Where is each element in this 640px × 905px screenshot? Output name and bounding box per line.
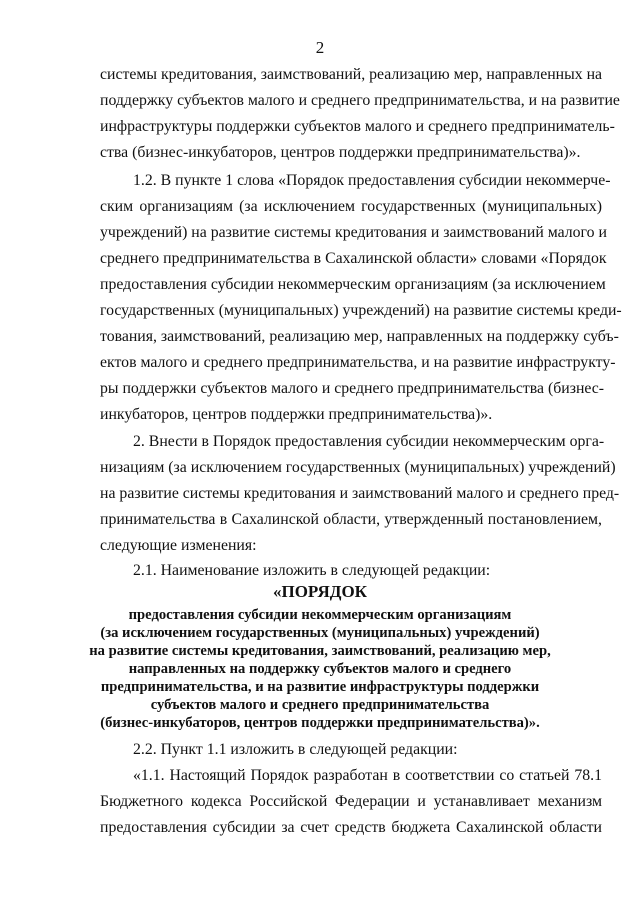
text-line: инкубаторов, центров поддержки предпринимательства)».: [100, 406, 493, 423]
title-line: (бизнес-инкубаторов, центров поддержки предпринимательства)».: [100, 715, 540, 731]
text-line: поддержку субъектов малого и среднего предпринимательства, и на развитие: [100, 92, 620, 109]
text-line: «1.1. Настоящий Порядок разработан в соответствии со статьей 78.1: [133, 767, 602, 784]
text-line: принимательства в Сахалинской области, утвержденный постановлением,: [100, 511, 602, 528]
paragraph-2-2: 2.2. Пункт 1.1 изложить в следующей редакции:: [133, 741, 458, 758]
title-line: предпринимательства, и на развитие инфраструктуры поддержки: [100, 679, 540, 695]
title-line: на развитие системы кредитования, заимствований, реализацию мер,: [89, 643, 551, 659]
text-line: ским организациям (за исключением государственных (муниципальных): [100, 198, 602, 215]
text-line: 1.2. В пункте 1 слова «Порядок предоставления субсидии некоммерче-: [133, 172, 611, 189]
title-line: направленных на поддержку субъектов малого и среднего: [128, 661, 512, 677]
page-number: 2: [315, 38, 325, 57]
text-line: учреждений) на развитие системы кредитования и заимствований малого и: [100, 224, 607, 241]
text-line: предоставления субсидии некоммерческим организациям (за исключением: [100, 276, 606, 293]
text-line: предоставления субсидии за счет средств бюджета Сахалинской области: [100, 819, 602, 836]
text-line: ства (бизнес-инкубаторов, центров поддержки предпринимательства)».: [100, 144, 581, 161]
title-heading: «ПОРЯДОК: [272, 582, 367, 601]
title-line: предоставления субсидии некоммерческим организациям: [128, 607, 512, 623]
text-line: среднего предпринимательства в Сахалинской области» словами «Порядок: [100, 250, 607, 267]
title-line: (за исключением государственных (муниципальных) учреждений): [100, 625, 540, 641]
text-line: 2. Внести в Порядок предоставления субсидии некоммерческим орга-: [133, 433, 605, 450]
text-line: ры поддержки субъектов малого и среднего предпринимательства (бизнес-: [100, 380, 605, 397]
text-line: низациям (за исключением государственных (муниципальных) учреждений): [100, 459, 616, 476]
text-line: на развитие системы кредитования и заимствований малого и среднего пред-: [100, 485, 620, 502]
title-line: субъектов малого и среднего предпринимательства: [150, 697, 490, 713]
text-line: тования, заимствований, реализацию мер, направленных на поддержку субъ-: [100, 328, 619, 345]
text-line: Бюджетного кодекса Российской Федерации и устанавливает механизм: [100, 793, 602, 810]
text-line: следующие изменения:: [100, 537, 257, 554]
text-line: государственных (муниципальных) учреждений) на развитие системы креди-: [100, 302, 622, 319]
text-line: инфраструктуры поддержки субъектов малого и среднего предприниматель-: [100, 118, 615, 135]
paragraph-2-1: 2.1. Наименование изложить в следующей редакции:: [133, 562, 491, 579]
text-line: системы кредитования, заимствований, реализацию мер, направленных на: [100, 66, 603, 83]
text-line: ектов малого и среднего предпринимательства, и на развитие инфраструкту-: [100, 354, 616, 371]
